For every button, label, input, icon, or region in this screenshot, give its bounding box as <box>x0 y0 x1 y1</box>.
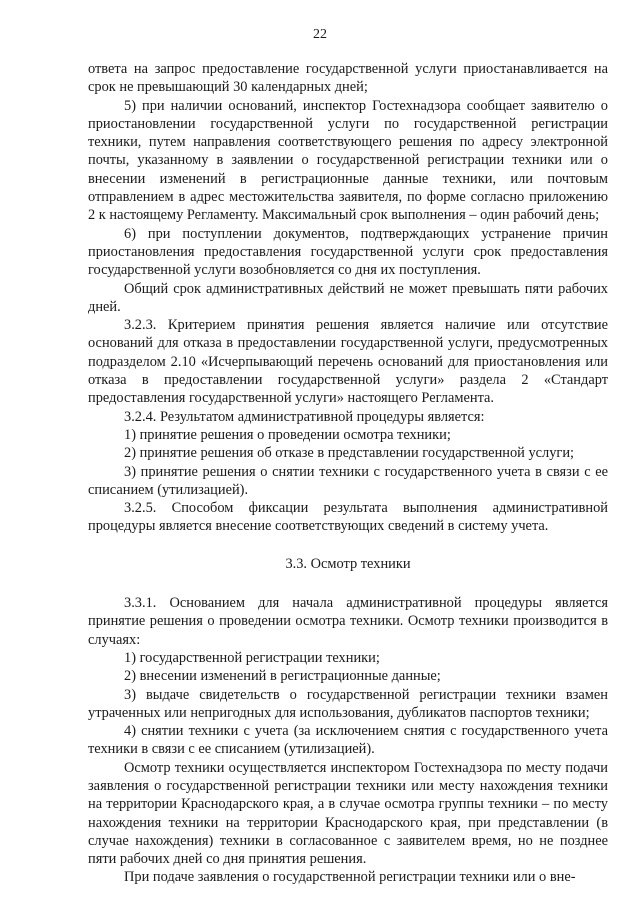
paragraph: 3.2.5. Способом фиксации результата выполнения административной процедуры является внесение соответствующих сведений в систему учета. <box>88 500 608 535</box>
paragraph: 3.3.1. Основанием для начала административной процедуры является принятие решения о проведении осмотра техники. Осмотр техники производится в случаях: <box>88 595 608 648</box>
paragraph: Осмотр техники осуществляется инспектором Гостехнадзора по месту подачи заявления о государственной регистрации техники или месту нахождения техники на территории Краснодарского края, а в случае осмотра группы техники – по месту нахождения техники на территории Краснодарского края, при представлении (в случае нахождения) техники в согласованное с заявителем время, но не позднее пяти рабочих дней со дня принятия решения. <box>88 759 608 868</box>
list-item: 2) внесении изменений в регистрационные данные; <box>124 668 441 685</box>
section-heading: 3.3. Осмотр техники <box>285 555 411 572</box>
paragraph: 5) при наличии оснований, инспектор Гостехнадзора сообщает заявителю о приостановлении государственной услуги по государственной регистрации техники, путем направления соответствующего решения по адресу электронной почты, указанному в заявлении о государственной регистрации техники или о внесении изменений в регистрационные данные техники, или почтовым отправлением в адрес местожительства заявителя, по форме согласно приложению 2 к настоящему Регламенту. Максимальный срок выполнения – один рабочий день; <box>88 97 608 224</box>
list-item: 1) государственной регистрации техники; <box>124 649 380 666</box>
paragraph: Общий срок административных действий не может превышать пяти рабочих дней. <box>88 280 608 315</box>
list-item: 1) принятие решения о проведении осмотра техники; <box>124 426 451 443</box>
list-item: 4) снятии техники с учета (за исключением снятия с государственного учета техники в связи с ее списанием (утилизацией). <box>88 723 608 758</box>
document-body <box>88 60 608 887</box>
page-number: 22 <box>313 27 327 42</box>
list-item: 2) принятие решения об отказе в представлении государственной услуги; <box>124 445 575 462</box>
list-item: 3) принятие решения о снятии техники с государственного учета в связи с ее списанием (утилизацией). <box>88 463 608 498</box>
paragraph: 6) при поступлении документов, подтверждающих устранение причин приостановления предоставления государственной услуги срок предоставления государственной услуги возобновляется со дня их поступления. <box>88 225 608 279</box>
list-item: 3) выдаче свидетельств о государственной регистрации техники взамен утраченных или непригодных для использования, дубликатов паспортов техники; <box>88 686 608 721</box>
paragraph: ответа на запрос предоставление государственной услуги приостанавливается на срок не превышающий 30 календарных дней; <box>88 61 608 96</box>
paragraph: 3.2.4. Результатом административной процедуры является: <box>124 408 485 425</box>
paragraph: 3.2.3. Критерием принятия решения является наличие или отсутствие оснований для отказа в предоставлении государственной услуги, предусмотренных подразделом 2.10 «Исчерпывающий перечень оснований для приостановления или отказа в предоставлении государственной услуги» раздела 2 «Стандарт предоставления государственной услуги» настоящего Регламента. <box>88 317 608 407</box>
paragraph: При подаче заявления о государственной регистрации техники или о вне- <box>124 869 576 886</box>
